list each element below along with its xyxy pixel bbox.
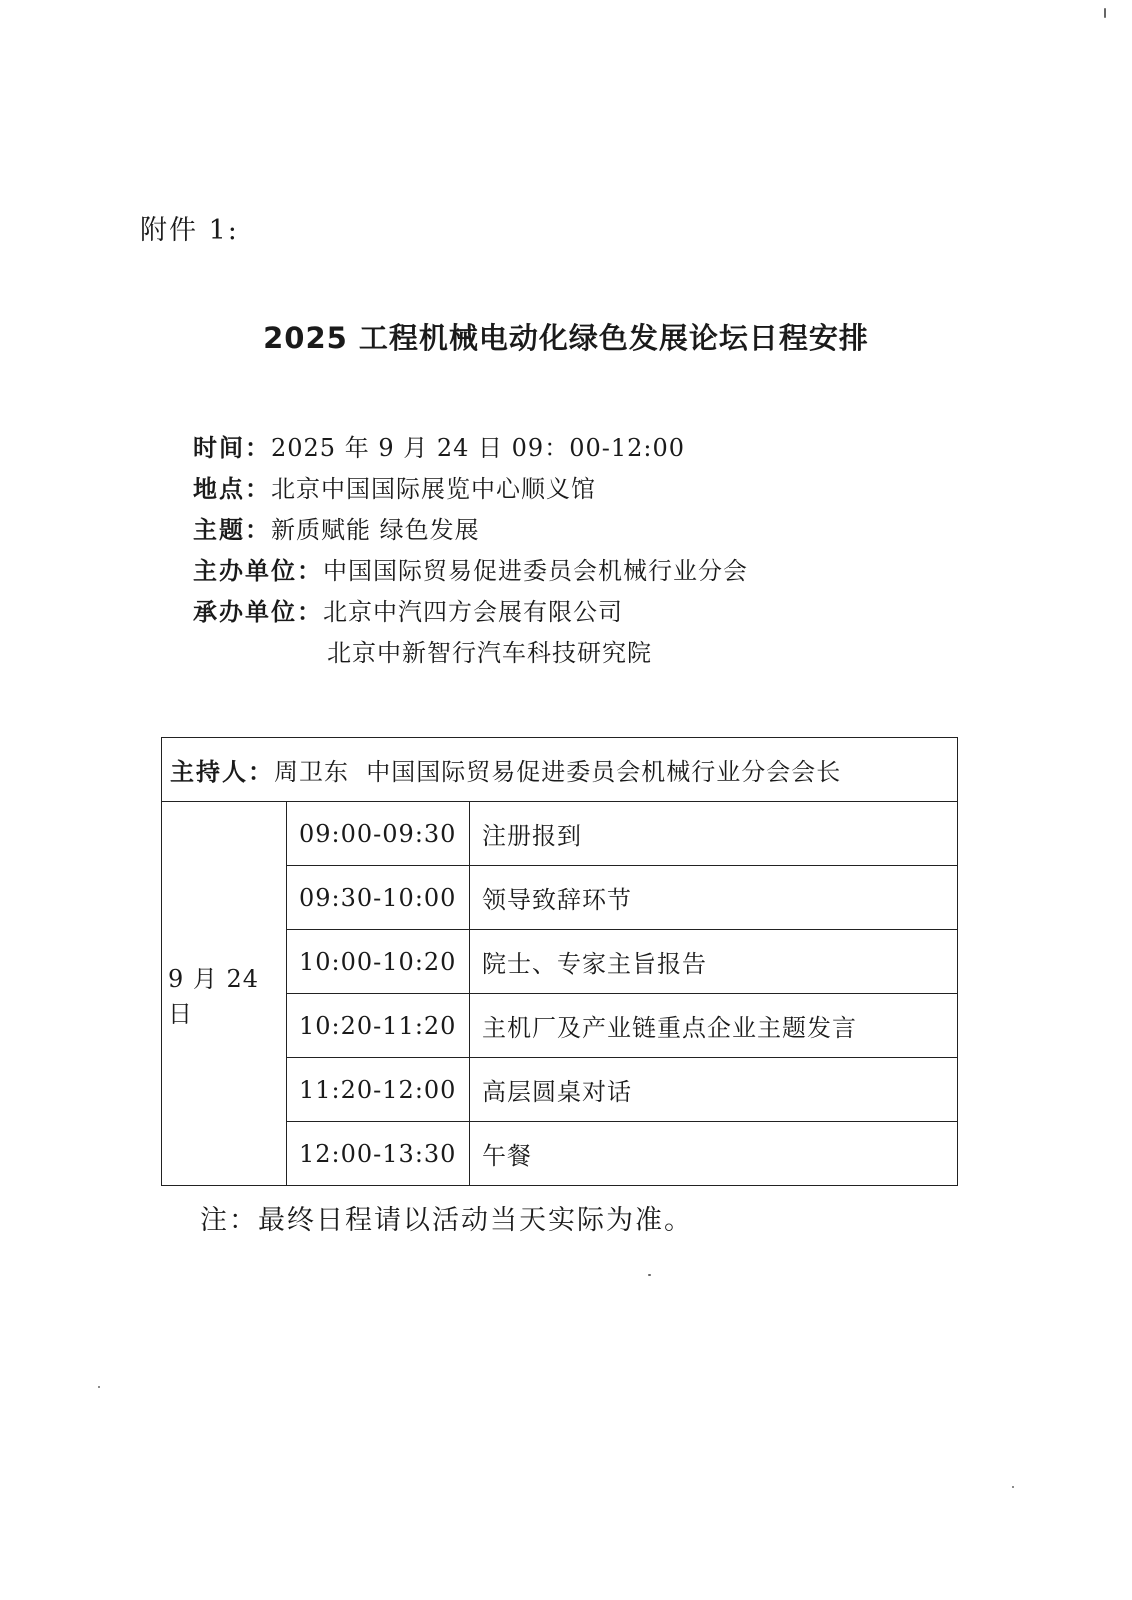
event-cell: 午餐 — [470, 1122, 958, 1186]
info-host-org-label: 主办单位： — [193, 557, 323, 585]
info-theme-value: 新质赋能 绿色发展 — [271, 516, 480, 544]
schedule-table — [161, 737, 958, 1186]
event-cell: 院士、专家主旨报告 — [470, 930, 958, 994]
scan-speck — [98, 1386, 100, 1388]
info-place-label: 地点： — [193, 475, 271, 503]
scan-speck — [1012, 1486, 1014, 1488]
table-row — [162, 802, 958, 866]
event-info — [193, 428, 748, 674]
moderator-cell — [162, 738, 958, 802]
info-organizer-value-1: 北京中汽四方会展有限公司 — [323, 598, 623, 626]
time-cell: 09:30-10:00 — [287, 866, 470, 930]
info-organizer-line-2 — [193, 633, 748, 674]
info-time-label: 时间： — [193, 434, 271, 462]
time-cell: 11:20-12:00 — [287, 1058, 470, 1122]
event-cell: 注册报到 — [470, 802, 958, 866]
info-theme — [193, 510, 748, 551]
date-cell: 9 月 24 日 — [162, 802, 287, 1186]
info-time — [193, 428, 748, 469]
info-organizer — [193, 592, 748, 633]
scan-speck — [648, 1274, 651, 1276]
document-title: 2025 工程机械电动化绿色发展论坛日程安排 — [263, 321, 869, 355]
moderator-row — [162, 738, 958, 802]
info-place — [193, 469, 748, 510]
event-cell: 主机厂及产业链重点企业主题发言 — [470, 994, 958, 1058]
moderator-value: 周卫东 中国国际贸易促进委员会机械行业分会会长 — [274, 758, 842, 786]
event-cell: 高层圆桌对话 — [470, 1058, 958, 1122]
info-host-org — [193, 551, 748, 592]
time-cell: 10:20-11:20 — [287, 994, 470, 1058]
info-organizer-label: 承办单位： — [193, 598, 323, 626]
time-cell: 10:00-10:20 — [287, 930, 470, 994]
footnote: 注：最终日程请以活动当天实际为准。 — [200, 1205, 693, 1236]
attachment-label: 附件 1: — [140, 215, 239, 246]
time-cell: 12:00-13:30 — [287, 1122, 470, 1186]
event-cell: 领导致辞环节 — [470, 866, 958, 930]
moderator-label: 主持人： — [170, 758, 274, 786]
info-theme-label: 主题： — [193, 516, 271, 544]
info-time-value: 2025 年 9 月 24 日 09：00-12:00 — [271, 434, 686, 462]
info-place-value: 北京中国国际展览中心顺义馆 — [271, 475, 596, 503]
scan-speck — [1104, 8, 1106, 18]
info-organizer-value-2: 北京中新智行汽车科技研究院 — [327, 639, 652, 667]
time-cell: 09:00-09:30 — [287, 802, 470, 866]
info-host-org-value: 中国国际贸易促进委员会机械行业分会 — [323, 557, 748, 585]
